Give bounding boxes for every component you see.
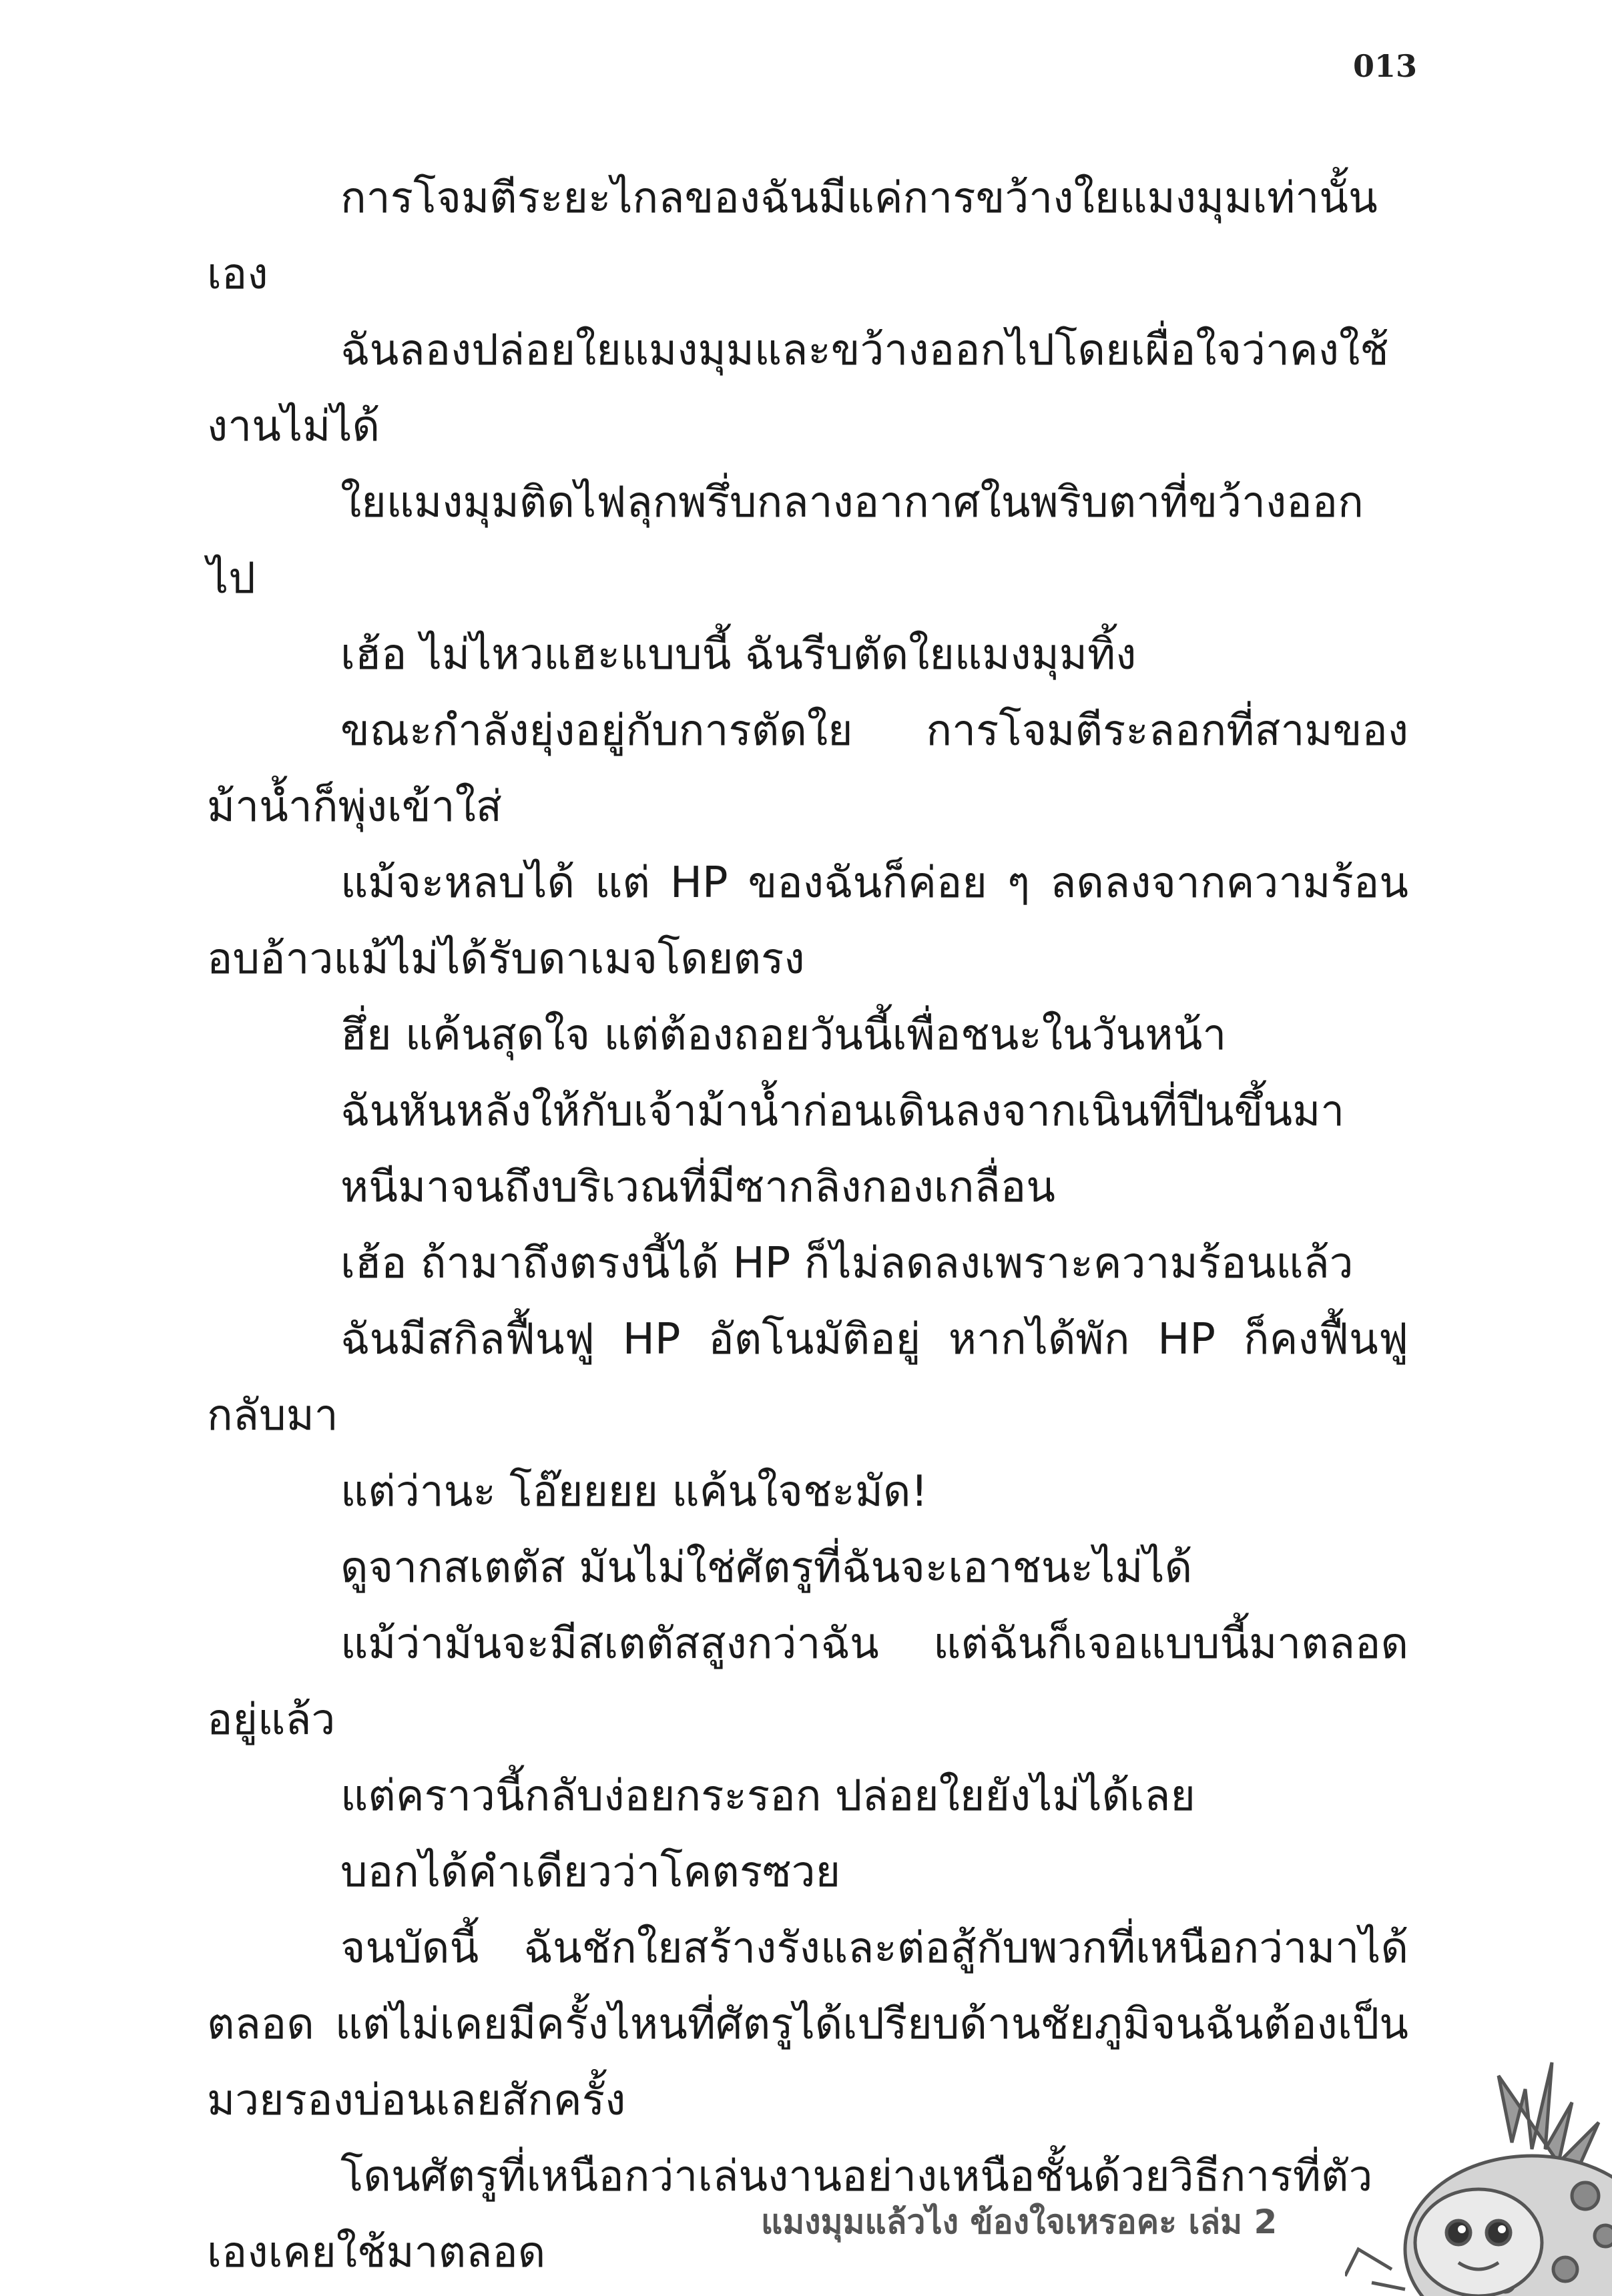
paragraph: โดนศัตรูที่เหนือกว่าเล่นงานอย่างเหนือชั้นด้วยวิธีการที่ตัวเองเคยใช้มาตลอด — [207, 2152, 1373, 2277]
paragraph: เฮ้อ ไม่ไหวแฮะแบบนี้ ฉันรีบตัดใยแมงมุมทิ้ง — [340, 630, 1137, 679]
page-number: 013 — [1352, 48, 1417, 84]
spider-mascot-icon — [1345, 2049, 1612, 2296]
paragraph: ขณะกำลังยุ่งอยู่กับการตัดใย การโจมตีระลอกที่สามของม้าน้ำก็พุ่งเข้าใส่ — [207, 706, 1408, 832]
paragraph: การโจมตีระยะไกลของฉันมีแค่การขว้างใยแมงมุมเท่านั้นเอง — [207, 174, 1378, 299]
body-text — [207, 160, 1408, 2291]
paragraph: ฉันมีสกิลฟื้นฟู HP อัตโนมัติอยู่ หากได้พัก HP ก็คงฟื้นฟูกลับมา — [207, 1315, 1408, 1440]
paragraph: จนบัดนี้ ฉันชักใยสร้างรังและต่อสู้กับพวกที่เหนือกว่ามาได้ตลอด แต่ไม่เคยมีครั้งไหนที่ศัตรูได้เปรียบด้านชัยภูมิจนฉันต้องเป็นมวยรองบ่อนเลยสักครั้ง — [207, 1924, 1408, 2125]
paragraph: แต่คราวนี้กลับง่อยกระรอก ปล่อยใยยังไม่ได้เลย — [340, 1771, 1195, 1821]
paragraph: ฉันลองปล่อยใยแมงมุมและขว้างออกไปโดยเผื่อใจว่าคงใช้งานไม่ได้ — [207, 326, 1389, 451]
paragraph: ดูจากสเตตัส มันไม่ใช่ศัตรูที่ฉันจะเอาชนะไม่ได้ — [340, 1543, 1193, 1593]
paragraph: แม้จะหลบได้ แต่ HP ของฉันก็ค่อย ๆ ลดลงจากความร้อนอบอ้าวแม้ไม่ได้รับดาเมจโดยตรง — [207, 858, 1408, 984]
paragraph: แม้ว่ามันจะมีสเตตัสสูงกว่าฉัน แต่ฉันก็เจอแบบนี้มาตลอดอยู่แล้ว — [207, 1619, 1408, 1745]
paragraph: หนีมาจนถึงบริเวณที่มีซากลิงกองเกลื่อน — [340, 1163, 1055, 1212]
footer-book-title: แมงมุมแล้วไง ข้องใจเหรอคะ เล่ม 2 — [761, 2203, 1278, 2241]
paragraph: ฉันหันหลังให้กับเจ้าม้าน้ำก่อนเดินลงจากเนินที่ปีนขึ้นมา — [340, 1087, 1345, 1136]
paragraph: ฮึ่ย แค้นสุดใจ แต่ต้องถอยวันนี้เพื่อชนะในวันหน้า — [340, 1011, 1227, 1060]
paragraph: เฮ้อ ถ้ามาถึงตรงนี้ได้ HP ก็ไม่ลดลงเพราะความร้อนแล้ว — [340, 1239, 1354, 1288]
paragraph: แต่ว่านะ โอ๊ยยยย แค้นใจชะมัด! — [340, 1467, 928, 1516]
paragraph: บอกได้คำเดียวว่าโคตรซวย — [340, 1847, 841, 1897]
paragraph: ใยแมงมุมติดไฟลุกพรึ่บกลางอากาศในพริบตาที่ขว้างออกไป — [207, 478, 1364, 603]
